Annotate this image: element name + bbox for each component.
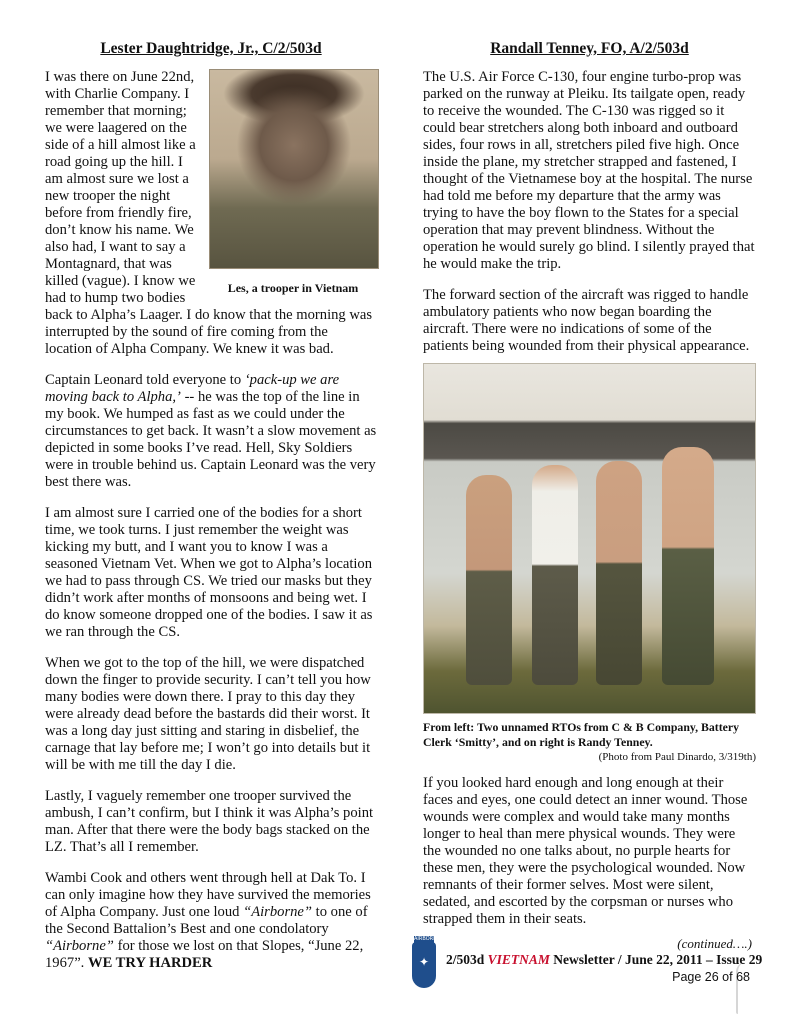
group-photo-caption [423,720,756,765]
footer-unit: 2/503d [446,952,488,967]
left-paragraph-1-cont: back to Alpha’s Laager. I do know that the morning was interrupted by the sound of fire coming from the location of Alpha Company. We knew it was bad. [45,307,373,357]
left-p2-quote: ‘pack-up we are moving back to Alpha,’ [45,372,340,405]
left-p6-c: for those we lost on that Slopes, “June 22, 1967”. [45,938,364,971]
right-column [423,40,756,952]
left-paragraph-5: Lastly, I vaguely remember one trooper survived the ambush, I can’t confirm, but I think it was Alpha’s point man. After that there were the body bags stacked on the LZ. That’s all I remember. [45,788,374,855]
left-p6-airborne-1: “Airborne” [243,904,313,920]
page-number: Page 26 of 68 [672,970,750,984]
group-photo [423,363,756,714]
figure-randy-tenney [662,447,714,685]
photo-credit: (Photo from Paul Dinardo, 3/319th) [598,751,756,763]
wing-icon: ✦ [419,955,430,969]
left-article-heading: Lester Daughtridge, Jr., C/2/503d [100,40,322,57]
footer-issue-line [446,952,762,968]
right-article-heading: Randall Tenney, FO, A/2/503d [490,40,689,57]
left-paragraph-1-text: I was there on June 22nd, with Charlie Company. I remember that morning; we were laagered on the side of a hill almost like a road going up the hill. I am almost sure we lost a new trooper the night before from friendly fire, don’t know his name. We also had, I want to say a Montagnard, that was killed (vague). I know we had to hump two bodies [45,69,196,306]
airborne-tab: AIRBORNE [414,936,441,942]
right-paragraph-3: If you looked hard enough and long enough at their faces and eyes, one could detect an inner wound. Those wounds were complex and would take many months longer to heal than mere physical wounds. They were the wounded no one talks about, no purple hearts for these men, they were the psychological wounded. Now remnants of their former selves. Most were silent, sedated, and escorted by the corpsman or nurses who strapped them in their seats. [423,775,748,927]
footer-vietnam: VIETNAM [487,952,550,967]
left-paragraph-6 [45,870,377,972]
left-p6-a: Wambi Cook and others went through hell at Dak To. I can only imagine how they have survived the memories of Alpha Company. Just one loud [45,870,371,920]
left-paragraph-3: I am almost sure I carried one of the bodies for a short time, we took turns. I just remember the weight was kicking my butt, and I want you to know I was a seasoned Vietnam Vet. When we got to Alpha’s location we had to pass through CS. We tried our masks but they didn’t work after months of monsoons and being wet. I do know someone dropped one of the bodies. I saw it as we ran through the CS. [45,505,373,640]
left-p6-b: to one of the Second Battalion’s Best and one condolatory [45,904,368,937]
airborne-patch-logo [412,936,441,988]
left-p6-airborne-2: “Airborne” [45,938,114,954]
left-p2-pre: Captain Leonard told everyone to [45,372,245,388]
continued-label: (continued….) [677,936,752,951]
left-paragraph-2 [45,372,377,491]
les-photo-caption: Les, a trooper in Vietnam [227,281,359,295]
left-paragraph-4: When we got to the top of the hill, we were dispatched down the finger to provide security. I can’t tell you how many bodies were down there. I pray to this day they were already dead before the bastards did their worst. It was a long day just sitting and staring in disbelief, the carnage that lay before me; I won’t go into details but it will be with me till the day I die. [45,655,371,773]
les-photo-figure [209,69,377,296]
figure-rto-1 [466,475,512,685]
left-column [45,40,377,986]
newsletter-footer [410,936,763,1020]
right-paragraph-1: The U.S. Air Force C-130, four engine turbo-prop was parked on the runway at Pleiku. Its tailgate open, ready to receive the wounded. The C-130 was rigged so it could bear stretchers along both inboard and outboard sides, four rows in all, stretchers piled five high. Once inside the plane, my stretcher strapped and fastened, I thought of the Vietnamese boy at the hospital. The nurse had told me before my departure that the army was trying to have the boy flown to the States for a special operation that may prevent blindness. Without the operation he would surely go blind. I silently prayed that he would make the trip. [423,69,755,272]
figure-rto-2 [532,465,578,685]
footer-issue-text: Newsletter / June 22, 2011 – Issue 29 [549,952,763,967]
left-p2-post: -- he was the top of the line in my book. We humped as fast as we could under the circumstances to get back. It wasn’t a slow movement as depicted in some books I’ve read. Hell, Sky Soldiers were in trouble behind us. Captain Leonard was the very best there was. [45,389,377,490]
group-photo-caption-text: From left: Two unnamed RTOs from C & B Company, Battery Clerk ‘Smitty’, and on right is Randy Tenney. [423,720,740,749]
right-paragraph-2: The forward section of the aircraft was rigged to handle ambulatory patients who now began boarding the aircraft. There were no indications of some of the patients being wounded from their physical appearance. [423,287,750,354]
les-portrait-photo [209,69,379,269]
we-try-harder-text: WE TRY HARDER [87,955,213,971]
figure-smitty [596,461,642,685]
